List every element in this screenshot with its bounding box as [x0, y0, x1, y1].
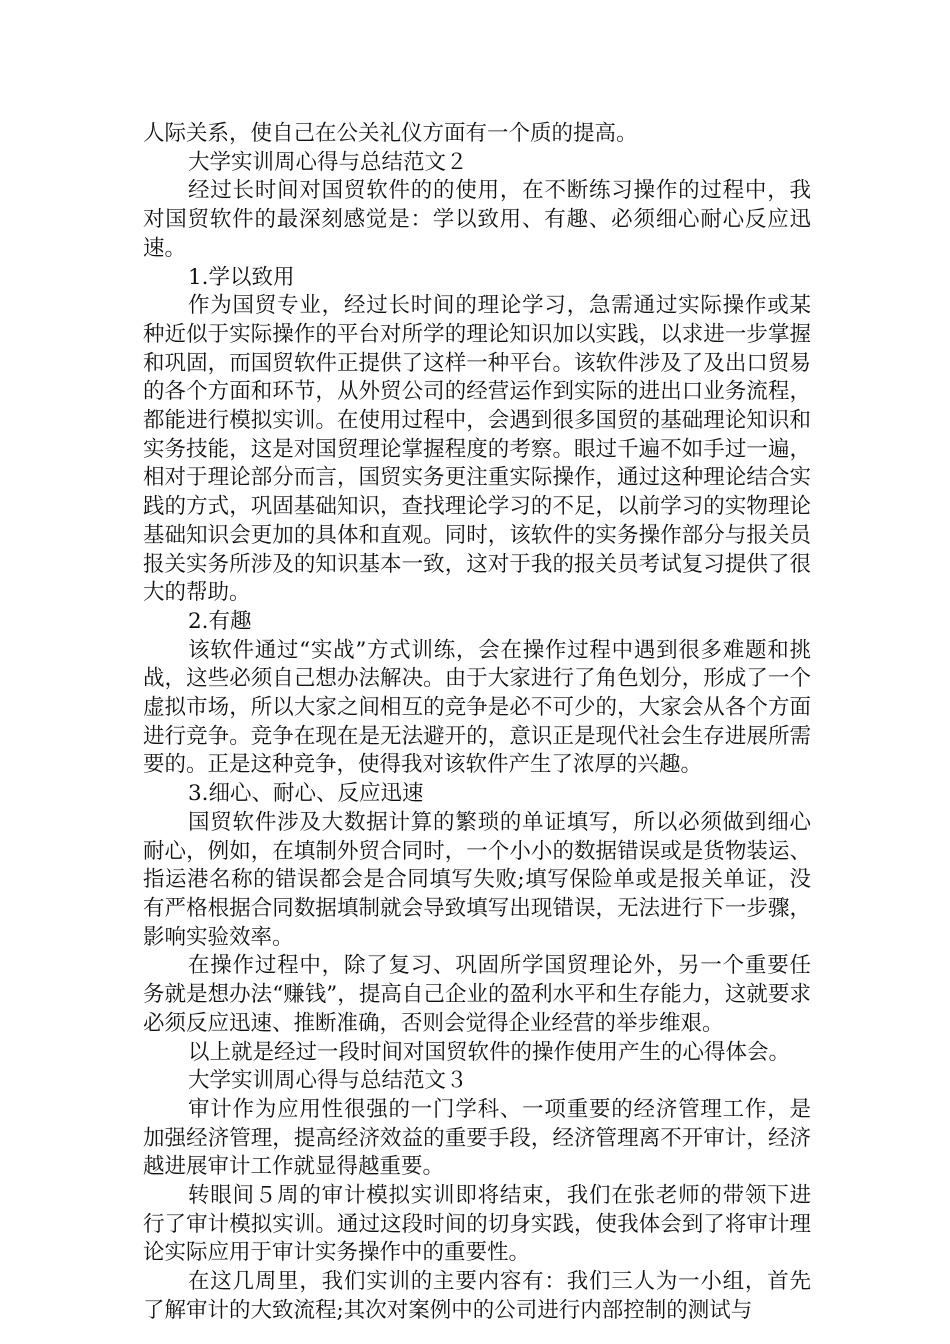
paragraph-3: 作为国贸专业，经过长时间的理论学习，急需通过实际操作或某种近似于实际操作的平台对所学的理论知识加以实践，以求进一步掌握和巩固，而国贸软件正提供了这样一种平台。该软件涉及了及出口贸易的各个方面和环节，从外贸公司的经营运作到实际的进出口业务流程，都能进行模拟实训。在使用过程中，会遇到很多国贸的基础理论知识和实务技能，这是对国贸理论掌握程度的考察。眼过千遍不如手过一遍，相对于理论部分而言，国贸实务更注重实际操作，通过这种理论结合实践的方式，巩固基础知识，查找理论学习的不足，以前学习的实物理论基础知识会更加的具体和直观。同时，该软件的实务操作部分与报关员报关实务所涉及的知识基本一致，这对于我的报关员考试复习提供了很大的帮助。: [143, 293, 811, 606]
subheading-interesting: 2.有趣: [188, 608, 252, 634]
paragraph-2: 经过长时间对国贸软件的的使用，在不断练习操作的过程中，我对国贸软件的最深刻感觉是：学以致用、有趣、必须细心耐心反应迅速。: [143, 178, 811, 261]
paragraph-9: 转眼间５周的审计模拟实训即将结束，我们在张老师的带领下进行了审计模拟实训。通过这段时间的切身实践，使我体会到了将审计理论实际应用于审计实务操作中的重要性。: [143, 1183, 811, 1266]
paragraph-5: 国贸软件涉及大数据计算的繁琐的单证填写，所以必须做到细心耐心，例如，在填制外贸合同时，一个小小的数据错误或是货物装运、指运港名称的错误都会是合同填写失败;填写保险单或是报关单证，没有严格根据合同数据填制就会导致填写出现错误，无法进行下一步骤，影响实验效率。: [143, 809, 811, 950]
paragraph-10: 在这几周里，我们实训的主要内容有：我们三人为一小组，首先了解审计的大致流程;其次对案例中的公司进行内部控制的测试与: [143, 1269, 811, 1323]
paragraph-8: 审计作为应用性很强的一门学科、一项重要的经济管理工作，是加强经济管理，提高经济效益的重要手段，经济管理离不开审计，经济越进展审计工作就显得越重要。: [143, 1096, 811, 1180]
section-heading-example-2: 大学实训周心得与总结范文２: [188, 149, 468, 175]
document-body: [143, 120, 811, 1326]
paragraph-4: 该软件通过“实战”方式训练，会在操作过程中遇到很多难题和挑战，这些必须自己想办法解决。由于大家进行了角色划分，形成了一个虚拟市场，所以大家之间相互的竞争是必不可少的，大家会从各个方面进行竞争。竞争在现在是无法避开的，意识正是现代社会生存进展所需要的。正是这种竞争，使得我对该软件产生了浓厚的兴趣。: [143, 637, 811, 778]
paragraph-7: 以上就是经过一段时间对国贸软件的操作使用产生的心得体会。: [188, 1039, 791, 1065]
paragraph-1: 人际关系，使自己在公关礼仪方面有一个质的提高。: [143, 121, 638, 146]
subheading-apply-learning: 1.学以致用: [188, 264, 295, 290]
subheading-careful-patient-quick: 3.细心、耐心、反应迅速: [188, 781, 424, 807]
paragraph-6: 在操作过程中，除了复习、巩固所学国贸理论外，另一个重要任务就是想办法“赚钱”，提高自己企业的盈利水平和生存能力，这就要求必须反应迅速、推断准确，否则会觉得企业经营的举步维艰。: [143, 953, 811, 1036]
section-heading-example-3: 大学实训周心得与总结范文３: [188, 1068, 468, 1094]
